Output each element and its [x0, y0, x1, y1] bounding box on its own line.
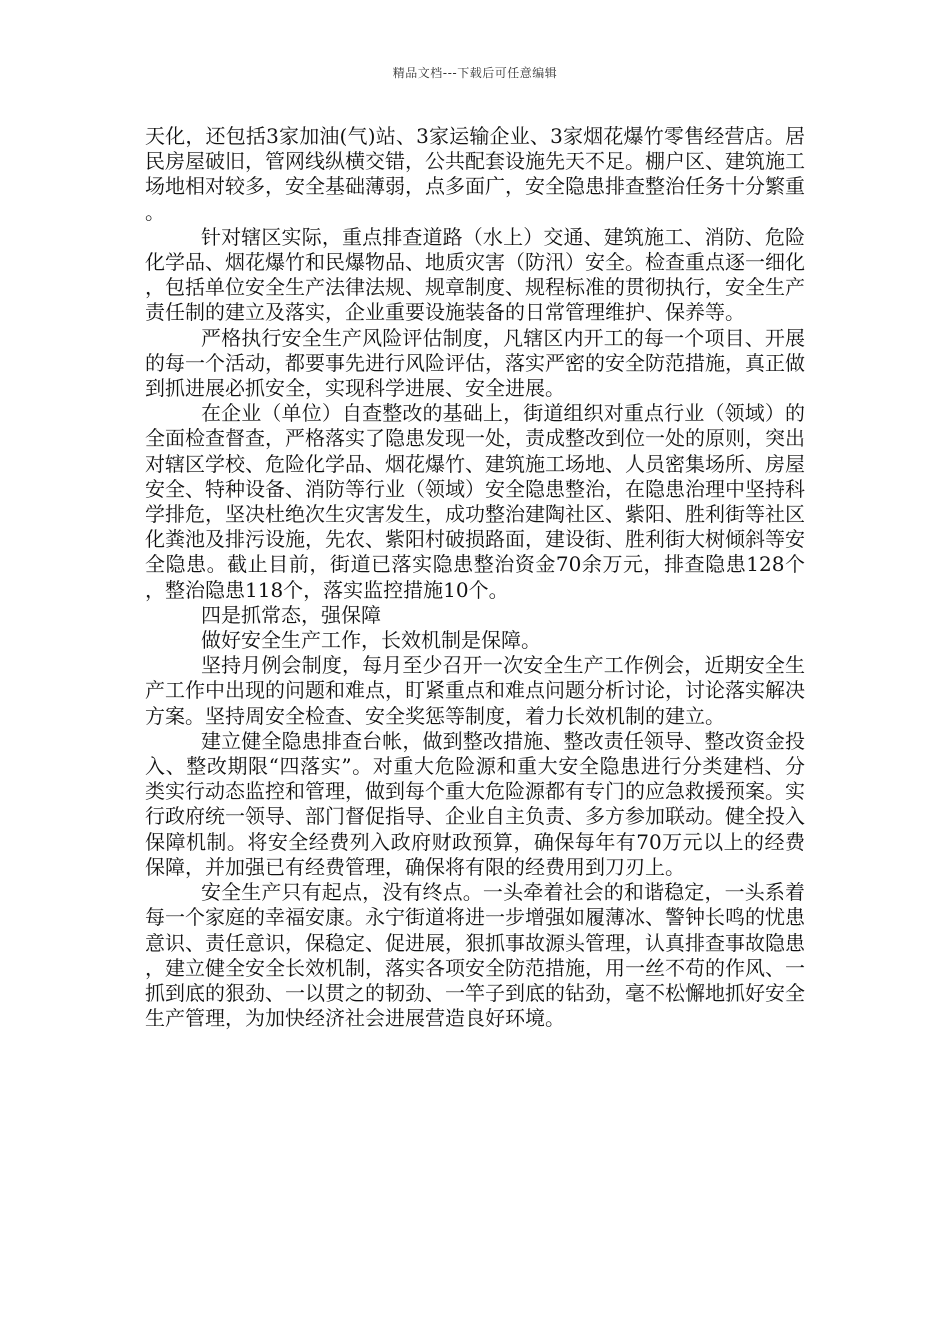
paragraph-conclusion: 安全生产只有起点，没有终点。一头牵着社会的和谐稳定，一头系着每一个家庭的幸福安康。永宁街道将进一步增强如履薄冰、警钟长鸣的忧患意识、责任意识，保稳定、促进展，狠抓事故源头管理，认真排查事故隐患，建立健全安全长效机制，落实各项安全防范措施，用一丝不苟的作风、一抓到底的狠劲、一以贯之的韧劲、一竿子到底的钻劲，毫不松懈地抓好安全生产管理，为加快经济社会进展营造良好环境。	[145, 880, 805, 1031]
paragraph-inspection-focus: 针对辖区实际，重点排查道路（水上）交通、建筑施工、消防、危险化学品、烟花爆竹和民爆物品、地质灾害（防汛）安全。检查重点逐一细化，包括单位安全生产法律法规、规章制度、规程标准的贯彻执行，安全生产责任制的建立及落实，企业重要设施装备的日常管理维护、保养等。	[145, 224, 805, 325]
document-body	[145, 124, 805, 1031]
paragraph-risk-assessment: 严格执行安全生产风险评估制度，凡辖区内开工的每一个项目、开展的每一个活动，都要事先进行风险评估，落实严密的安全防范措施，真正做到抓进展必抓安全，实现科学进展、安全进展。	[145, 325, 805, 401]
page-header: 精品文档---下载后可任意编辑	[392, 66, 558, 80]
paragraph-hazard-ledger: 建立健全隐患排查台帐，做到整改措施、整改责任领导、整改资金投入、整改期限“四落实”。对重大危险源和重大安全隐患进行分类建档、分类实行动态监控和管理，做到每个重大危险源都有专门的应急救援预案。实行政府统一领导、部门督促指导、企业自主负责、多方参加联动。健全投入保障机制。将安全经费列入政府财政预算，确保每年有70万元以上的经费保障，并加强已有经费管理，确保将有限的经费用到刀刃上。	[145, 728, 805, 879]
paragraph-long-term-mechanism: 做好安全生产工作，长效机制是保障。	[201, 628, 541, 653]
section-heading: 四是抓常态，强保障	[201, 602, 381, 627]
paragraph-monthly-meeting: 坚持月例会制度，每月至少召开一次安全生产工作例会，近期安全生产工作中出现的问题和难点，盯紧重点和难点问题分析讨论，讨论落实解决方案。坚持周安全检查、安全奖惩等制度，着力长效机制的建立。	[145, 653, 805, 728]
paragraph-continuation: 天化，还包括3家加油(气)站、3家运输企业、3家烟花爆竹零售经营店。居民房屋破旧，管网线纵横交错，公共配套设施先天不足。棚户区、建筑施工场地相对较多，安全基础薄弱，点多面广，安全隐患排查整治任务十分繁重。	[145, 124, 805, 224]
paragraph-hazard-rectification: 在企业（单位）自查整改的基础上，街道组织对重点行业（领域）的全面检查督查，严格落实了隐患发现一处，责成整改到位一处的原则，突出对辖区学校、危险化学品、烟花爆竹、建筑施工场地、人员密集场所、房屋安全、特种设备、消防等行业（领域）安全隐患整治，在隐患治理中坚持科学排危，坚决杜绝次生灾害发生，成功整治建陶社区、紫阳、胜利街等社区化粪池及排污设施，先农、紫阳村破损路面，建设街、胜利街大树倾斜等安全隐患。截止目前，街道已落实隐患整治资金70余万元，排查隐患128个，整治隐患118个，落实监控措施10个。	[145, 401, 805, 602]
